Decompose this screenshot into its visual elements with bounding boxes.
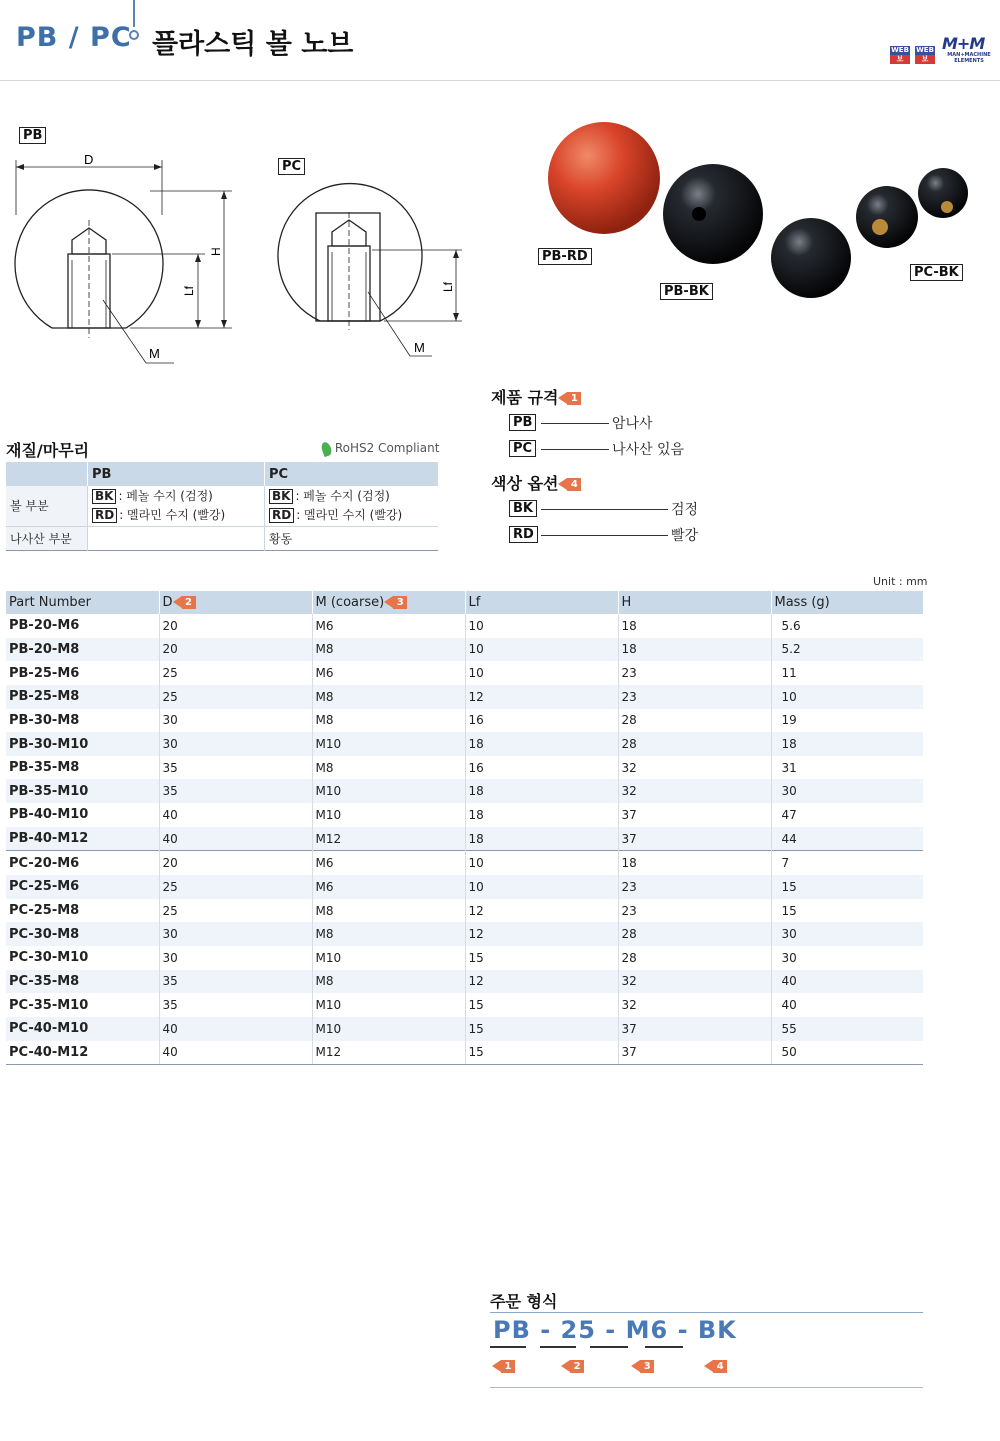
cell-lf: 15 xyxy=(465,993,618,1017)
photo-label-pb-bk: PB-BK xyxy=(660,283,713,300)
cell-lf: 18 xyxy=(465,803,618,827)
color-code-bk: BK xyxy=(509,500,537,517)
cell-lf: 12 xyxy=(465,922,618,946)
cell-mass: 50 xyxy=(771,1041,923,1065)
color-badge: 4 xyxy=(567,478,581,491)
cell-h: 32 xyxy=(618,779,771,803)
cell-mass: 19 xyxy=(771,709,923,733)
cell-part-number: PB-35-M10 xyxy=(6,779,159,803)
cell-mass: 7 xyxy=(771,851,923,875)
cell-m: M8 xyxy=(312,638,465,662)
order-badge-row xyxy=(490,1346,930,1370)
cell-part-number: PC-25-M6 xyxy=(6,875,159,899)
unit-label: Unit : mm xyxy=(873,575,928,588)
pc-ball-outline xyxy=(278,184,422,321)
table-row xyxy=(6,827,923,851)
color-desc-rd: 빨강 xyxy=(671,528,699,544)
cell-m: M10 xyxy=(312,779,465,803)
cell-m: M12 xyxy=(312,1041,465,1065)
cell-h: 37 xyxy=(618,803,771,827)
col-header-mass xyxy=(771,591,923,614)
table-row xyxy=(6,638,923,662)
order-badge-3: 3 xyxy=(640,1360,654,1373)
cell-part-number: PC-35-M8 xyxy=(6,970,159,994)
mat-pc-code-rd: RD xyxy=(269,508,294,523)
spec-table-body xyxy=(6,614,923,1065)
cell-d: 30 xyxy=(159,709,312,733)
pb-rd-ball xyxy=(548,122,660,234)
photo-label-pb-rd: PB-RD xyxy=(538,248,592,265)
cell-lf: 15 xyxy=(465,1017,618,1041)
pc-drawing-label: PC xyxy=(278,158,305,175)
pb-label-lf: Lf xyxy=(182,285,196,296)
table-row xyxy=(6,685,923,709)
pb-drawing-label: PB xyxy=(19,127,46,144)
order-rule-bottom xyxy=(490,1387,923,1388)
cell-part-number: PC-35-M10 xyxy=(9,997,89,1013)
cell-mass: 15 xyxy=(771,899,923,923)
table-row xyxy=(6,661,923,685)
col-header-d-text: D xyxy=(162,595,173,610)
material-row-ball xyxy=(6,486,438,526)
col-header-h-text: H xyxy=(621,595,632,610)
cell-mass: 30 xyxy=(771,922,923,946)
table-row xyxy=(6,732,923,756)
cell-m: M8 xyxy=(312,756,465,780)
cell-d: 30 xyxy=(159,946,312,970)
order-badge-4: 4 xyxy=(713,1360,727,1373)
table-row xyxy=(6,899,923,923)
cell-mass: 15 xyxy=(771,875,923,899)
cell-part-number: PB-40-M10 xyxy=(9,807,89,823)
mat-pc-text-bk: : 페놀 수지 (검정) xyxy=(295,488,390,503)
cell-d: 35 xyxy=(159,970,312,994)
cell-mass: 31 xyxy=(771,756,923,780)
table-row xyxy=(6,970,923,994)
cell-m: M8 xyxy=(312,899,465,923)
table-row xyxy=(6,851,923,875)
cell-h: 18 xyxy=(618,851,771,875)
cell-part-number: PC-20-M6 xyxy=(6,851,159,875)
cell-part-number: PB-20-M8 xyxy=(6,638,159,662)
col-header-d xyxy=(159,591,312,614)
col-header-d-badge: 2 xyxy=(182,596,196,609)
color-option-title xyxy=(491,471,581,494)
material-label-ball: 볼 부분 xyxy=(6,486,88,526)
cell-h: 28 xyxy=(618,946,771,970)
mat-pb-text-bk: : 페놀 수지 (검정) xyxy=(118,488,213,503)
pb-label-d: D xyxy=(84,152,94,167)
cell-d: 30 xyxy=(159,732,312,756)
technical-drawing xyxy=(0,120,480,370)
table-row xyxy=(6,614,923,638)
cell-mass: 5.2 xyxy=(771,638,923,662)
cell-h: 23 xyxy=(618,685,771,709)
cell-h: 32 xyxy=(618,970,771,994)
header-rule xyxy=(0,80,1000,81)
cell-lf: 10 xyxy=(465,875,618,899)
cell-m: M6 xyxy=(312,614,465,638)
cell-d: 35 xyxy=(159,993,312,1017)
spec-badge: 1 xyxy=(567,392,581,405)
cell-h: 18 xyxy=(618,638,771,662)
cell-part-number: PB-25-M6 xyxy=(9,665,80,681)
material-title: 재질/마무리 xyxy=(6,441,90,460)
cell-d: 40 xyxy=(159,803,312,827)
pc-brass-insert-large xyxy=(872,219,888,235)
cell-lf: 10 xyxy=(465,614,618,638)
cell-m: M10 xyxy=(312,803,465,827)
cell-h: 37 xyxy=(618,1041,771,1065)
cell-d: 35 xyxy=(159,779,312,803)
cell-part-number: PB-20-M6 xyxy=(9,618,80,634)
col-header-part-number xyxy=(6,591,159,614)
cell-part-number: PC-25-M8 xyxy=(9,903,80,918)
material-header-pc: PC xyxy=(265,462,439,486)
web-badge-2[interactable] xyxy=(915,46,935,64)
cell-lf: 18 xyxy=(465,827,618,851)
cell-d: 30 xyxy=(159,922,312,946)
cell-m: M6 xyxy=(312,851,465,875)
cell-lf: 10 xyxy=(465,661,618,685)
spec-desc-pb: 암나사 xyxy=(612,416,653,432)
table-row xyxy=(6,1041,923,1065)
cell-m: M10 xyxy=(312,946,465,970)
brand-logo xyxy=(942,36,996,66)
cell-part-number: PC-40-M10 xyxy=(6,1017,159,1041)
spec-table xyxy=(6,591,923,1065)
color-option-title-text: 색상 옵션 xyxy=(491,474,559,493)
material-pb-ball xyxy=(88,486,265,526)
cell-lf: 18 xyxy=(465,779,618,803)
cell-lf: 15 xyxy=(465,1041,618,1065)
cell-m: M8 xyxy=(312,922,465,946)
leaf-icon xyxy=(320,440,333,456)
table-row xyxy=(6,922,923,946)
table-row xyxy=(6,1017,923,1041)
cell-m: M8 xyxy=(312,970,465,994)
cell-mass: 47 xyxy=(771,803,923,827)
web-badge-1[interactable] xyxy=(890,46,910,64)
cell-d: 35 xyxy=(159,756,312,780)
web-badge-2-top: WEB xyxy=(916,46,934,54)
rohs-badge xyxy=(322,441,439,456)
logo-line-2: ELEMENTS xyxy=(954,58,984,64)
order-format-title: 주문 형식 xyxy=(490,1292,558,1311)
order-badge-1: 1 xyxy=(501,1360,515,1373)
color-desc-bk: 검정 xyxy=(671,502,699,518)
order-example: PB - 25 - M6 - BK xyxy=(493,1316,737,1344)
cell-lf: 10 xyxy=(465,851,618,875)
material-label-thread: 나사산 부분 xyxy=(6,526,88,550)
cell-h: 37 xyxy=(618,1017,771,1041)
web-badge-1-bottom: 보 xyxy=(890,55,910,64)
material-header-row xyxy=(6,462,438,486)
cell-part-number: PC-30-M8 xyxy=(6,922,159,946)
cell-m: M6 xyxy=(312,661,465,685)
cell-mass: 55 xyxy=(771,1017,923,1041)
col-header-m xyxy=(312,591,465,614)
mat-pc-code-bk: BK xyxy=(269,489,293,504)
color-leader-rd xyxy=(541,535,668,536)
logo-line-1: MAN+MACHINE xyxy=(947,52,991,58)
spec-desc-pc: 나사산 있음 xyxy=(612,442,685,458)
spec-code-pc: PC xyxy=(509,440,536,457)
col-header-mass-text: Mass (g) xyxy=(774,595,830,610)
material-pc-thread: 황동 xyxy=(265,526,439,550)
material-pc-ball xyxy=(265,486,439,526)
photo-label-pc-bk: PC-BK xyxy=(910,264,963,281)
cell-lf: 15 xyxy=(465,946,618,970)
order-rule-top xyxy=(490,1312,923,1313)
cell-m: M12 xyxy=(312,827,465,851)
cell-m: M8 xyxy=(312,709,465,733)
col-header-part-number-text: Part Number xyxy=(9,595,92,610)
product-spec-title xyxy=(491,385,581,408)
cell-h: 32 xyxy=(618,993,771,1017)
cell-h: 23 xyxy=(618,899,771,923)
col-header-m-text: M (coarse) xyxy=(315,595,385,610)
cell-lf: 16 xyxy=(465,756,618,780)
cell-part-number: PB-35-M8 xyxy=(9,760,80,776)
cell-m: M10 xyxy=(312,732,465,756)
material-header-pb: PB xyxy=(88,462,265,486)
cell-d: 25 xyxy=(159,661,312,685)
cell-lf: 12 xyxy=(465,685,618,709)
cell-mass: 40 xyxy=(771,993,923,1017)
table-row xyxy=(6,875,923,899)
web-badge-1-top: WEB xyxy=(891,46,909,54)
mat-pb-code-rd: RD xyxy=(92,508,117,523)
cell-mass: 30 xyxy=(771,779,923,803)
cell-mass: 10 xyxy=(771,685,923,709)
cell-part-number: PB-30-M10 xyxy=(6,732,159,756)
pb-bk-ball xyxy=(663,164,763,264)
cell-m: M8 xyxy=(312,685,465,709)
table-row xyxy=(6,709,923,733)
table-row xyxy=(6,779,923,803)
table-row xyxy=(6,756,923,780)
cell-part-number: PB-40-M12 xyxy=(6,827,159,851)
spec-leader-pb xyxy=(541,423,609,424)
material-header-blank xyxy=(6,462,88,486)
cell-h: 32 xyxy=(618,756,771,780)
cell-d: 20 xyxy=(159,614,312,638)
cell-part-number: PB-30-M8 xyxy=(9,712,80,728)
cell-d: 40 xyxy=(159,827,312,851)
spec-code-pb: PB xyxy=(509,414,536,431)
cell-d: 40 xyxy=(159,1041,312,1065)
pb-label-h: H xyxy=(209,247,223,256)
cell-m: M10 xyxy=(312,993,465,1017)
table-row xyxy=(6,803,923,827)
cell-d: 20 xyxy=(159,851,312,875)
pc-label-m: M xyxy=(414,340,425,355)
cell-h: 28 xyxy=(618,732,771,756)
cell-d: 25 xyxy=(159,899,312,923)
rohs-text: RoHS2 Compliant xyxy=(334,441,440,455)
cell-part-number: PC-40-M12 xyxy=(6,1041,159,1065)
cell-h: 28 xyxy=(618,922,771,946)
cell-mass: 11 xyxy=(771,661,923,685)
pb-bk-ball-small xyxy=(771,218,851,298)
color-code-rd: RD xyxy=(509,526,538,543)
material-pb-thread xyxy=(88,526,265,550)
col-header-lf-text: Lf xyxy=(468,595,481,610)
cell-mass: 40 xyxy=(771,970,923,994)
pb-label-m: M xyxy=(149,346,160,361)
product-spec-title-text: 제품 규격 xyxy=(491,388,559,407)
cell-mass: 30 xyxy=(771,946,923,970)
header-divider-line xyxy=(133,0,135,27)
cell-m: M10 xyxy=(312,1017,465,1041)
cell-h: 28 xyxy=(618,709,771,733)
cell-h: 37 xyxy=(618,827,771,851)
cell-h: 23 xyxy=(618,875,771,899)
cell-lf: 12 xyxy=(465,970,618,994)
series-code: PB / PC xyxy=(16,22,132,53)
cell-d: 25 xyxy=(159,875,312,899)
table-row xyxy=(6,993,923,1017)
col-header-m-badge: 3 xyxy=(393,596,407,609)
cell-lf: 12 xyxy=(465,899,618,923)
cell-mass: 44 xyxy=(771,827,923,851)
mat-pb-text-rd: : 멜라민 수지 (빨강) xyxy=(119,507,226,522)
material-table xyxy=(6,462,438,551)
cell-h: 18 xyxy=(618,614,771,638)
col-header-lf xyxy=(465,591,618,614)
page-title: 플라스틱 볼 노브 xyxy=(152,29,354,60)
logo-mark: M+M xyxy=(942,34,985,53)
cell-lf: 18 xyxy=(465,732,618,756)
cell-lf: 10 xyxy=(465,638,618,662)
spec-table-header xyxy=(6,591,923,614)
cell-mass: 5.6 xyxy=(771,614,923,638)
cell-part-number: PB-25-M8 xyxy=(6,685,159,709)
web-badge-2-bottom: 보 xyxy=(915,55,935,64)
pc-label-lf: Lf xyxy=(441,281,455,292)
cell-d: 20 xyxy=(159,638,312,662)
mat-pc-text-rd: : 멜라민 수지 (빨강) xyxy=(296,507,403,522)
color-leader-bk xyxy=(541,509,668,510)
pc-bk-ball-large xyxy=(856,186,918,248)
cell-h: 23 xyxy=(618,661,771,685)
cell-mass: 18 xyxy=(771,732,923,756)
table-row xyxy=(6,946,923,970)
mat-pb-code-bk: BK xyxy=(92,489,116,504)
pc-brass-insert-small xyxy=(941,201,953,213)
order-badge-2: 2 xyxy=(570,1360,584,1373)
cell-part-number: PC-30-M10 xyxy=(9,950,89,966)
cell-m: M6 xyxy=(312,875,465,899)
cell-d: 25 xyxy=(159,685,312,709)
cell-d: 40 xyxy=(159,1017,312,1041)
spec-leader-pc xyxy=(541,449,609,450)
header-divider-dot xyxy=(129,30,139,40)
material-row-thread xyxy=(6,526,438,550)
col-header-h xyxy=(618,591,771,614)
cell-lf: 16 xyxy=(465,709,618,733)
